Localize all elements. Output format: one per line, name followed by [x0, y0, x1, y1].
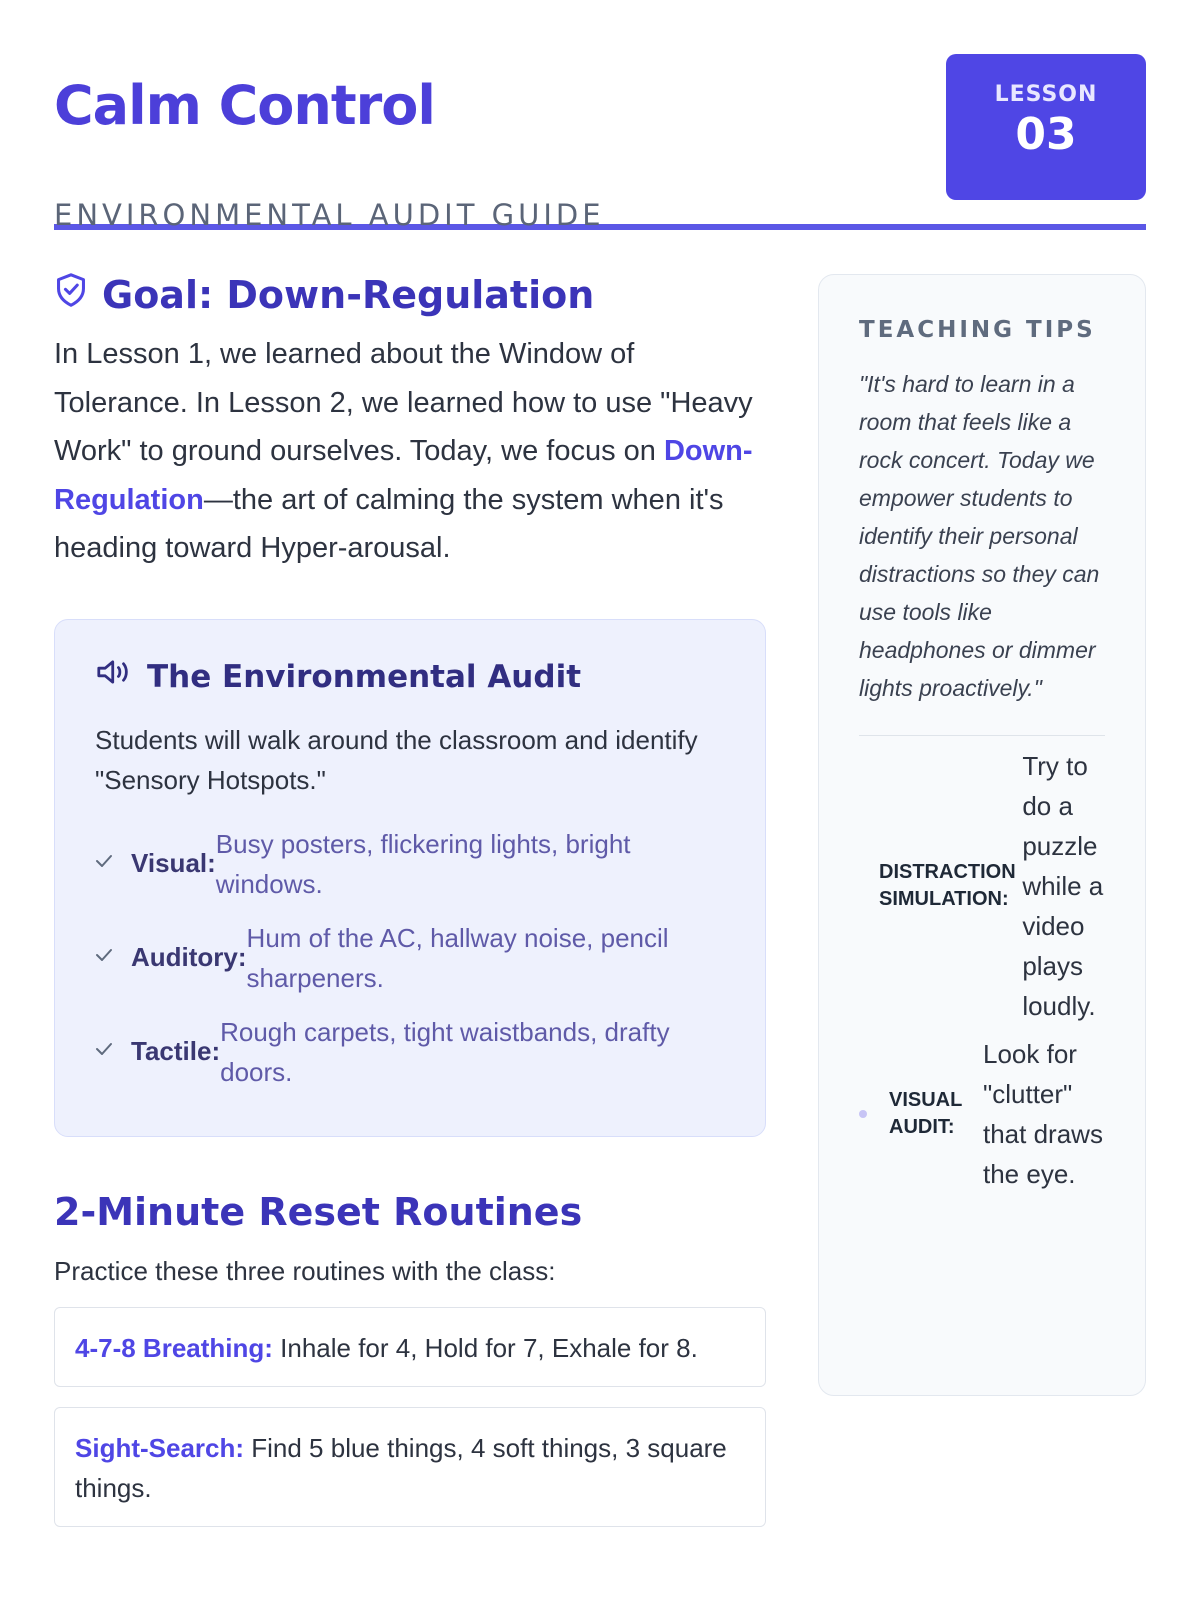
- list-item: [95, 918, 725, 998]
- tip-item: [859, 1034, 1105, 1194]
- check-icon: [95, 948, 117, 967]
- bullet-dot-icon: [859, 1110, 867, 1118]
- list-item: [95, 1012, 725, 1092]
- intro-highlight: Down-Regulation: [54, 435, 753, 516]
- speaker-icon: [95, 656, 133, 698]
- tips-title: TEACHING TIPS: [859, 317, 1096, 343]
- intro-paragraph: [54, 330, 766, 573]
- routine-card: [54, 1307, 766, 1387]
- routine-text: Inhale for 4, Hold for 7, Exhale for 8.: [272, 1332, 698, 1363]
- tip-item: [859, 746, 1105, 1026]
- routine-name: Sight-Search:: [75, 1432, 245, 1463]
- lesson-label: LESSON: [994, 82, 1098, 107]
- hotspot-text: Busy posters, flickering lights, bright windows.: [215, 828, 631, 899]
- routine-card: [54, 1407, 766, 1527]
- teaching-tips-sidebar: [818, 274, 1146, 1396]
- hotspot-term: Auditory:: [131, 942, 247, 972]
- intro-text-after: —the art of calming the system when it's heading toward Hyper-arousal.: [54, 483, 724, 564]
- list-item: [95, 824, 725, 904]
- shield-check-icon: [54, 272, 88, 318]
- hotspot-term: Tactile:: [131, 1036, 221, 1066]
- lesson-number: 03: [1015, 109, 1077, 160]
- tip-text: Look for "clutter" that draws the eye.: [983, 1039, 1103, 1189]
- reset-routines-intro: Practice these three routines with the class:: [54, 1255, 556, 1286]
- tip-term: DISTRACTION SIMULATION:: [879, 861, 1016, 910]
- lesson-header: [54, 54, 1146, 230]
- check-icon: [95, 854, 117, 873]
- main-content: [54, 270, 766, 1547]
- hotspot-text: Hum of the AC, hallway noise, pencil sharpeners.: [246, 922, 669, 993]
- environmental-audit-card: [54, 619, 766, 1137]
- sensory-hotspot-list: [95, 824, 725, 1092]
- tip-text: Try to do a puzzle while a video plays loudly.: [1022, 751, 1104, 1021]
- tips-quote: "It's hard to learn in a room that feels like a rock concert. Today we empower students to identify their personal distractions so they can use tools like headphones or dimmer lights proactively.": [859, 371, 1100, 701]
- reset-routines-heading: 2-Minute Reset Routines: [54, 1189, 583, 1234]
- routine-text: Find 5 blue things, 4 soft things, 3 square things.: [75, 1432, 727, 1503]
- audit-heading: [95, 656, 725, 698]
- audit-description: Students will walk around the classroom and identify "Sensory Hotspots.": [95, 724, 698, 795]
- tip-term: VISUAL AUDIT:: [889, 1089, 962, 1138]
- goal-heading-text: Goal: Down-Regulation: [102, 273, 595, 317]
- lesson-badge: [946, 54, 1146, 200]
- intro-text-before: In Lesson 1, we learned about the Window of Tolerance. In Lesson 2, we learned how to use "Heavy Work" to ground ourselves. Today, we focus on: [54, 338, 753, 467]
- hotspot-text: Rough carpets, tight waistbands, drafty doors.: [220, 1016, 670, 1087]
- page-subtitle: ENVIRONMENTAL AUDIT GUIDE: [54, 198, 605, 232]
- goal-heading: [54, 272, 766, 318]
- audit-heading-text: The Environmental Audit: [147, 658, 582, 695]
- page-title: Calm Control: [54, 74, 435, 137]
- hotspot-term: Visual:: [131, 848, 216, 878]
- check-icon: [95, 1042, 117, 1061]
- routine-name: 4-7-8 Breathing:: [75, 1332, 273, 1363]
- divider: [859, 735, 1105, 736]
